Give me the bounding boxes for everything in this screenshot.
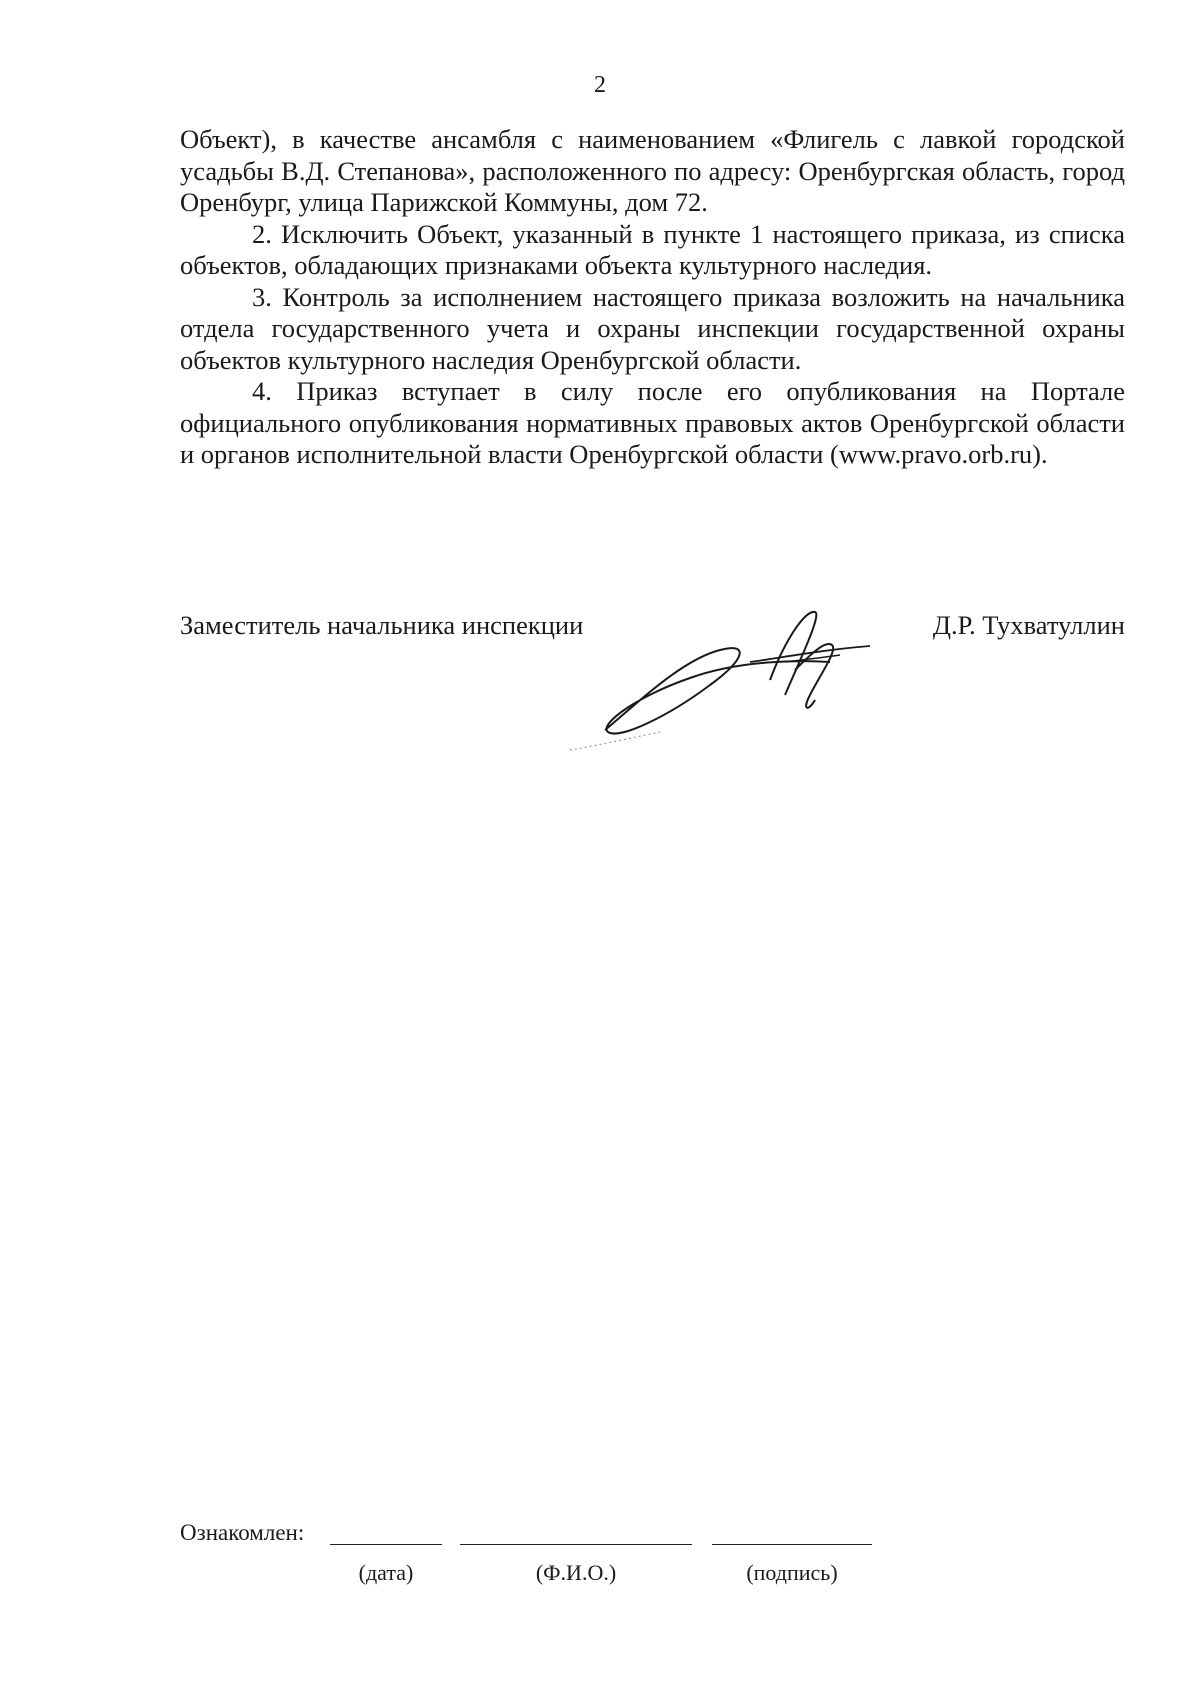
handwritten-signature	[570, 600, 900, 760]
page-number: 2	[594, 72, 606, 98]
acknowledgement-label: Ознакомлен:	[180, 1520, 305, 1545]
paragraph-3: 3. Контроль за исполнением настоящего приказа возложить на начальника отдела государственного учета и охраны инспекции государственной охраны объектов культурного наследия Оренбургской области.	[180, 281, 1125, 375]
signatory-name: Д.Р. Тухватуллин	[932, 610, 1125, 640]
signatory-title: Заместитель начальника инспекции	[180, 610, 584, 640]
paragraph-4: 4. Приказ вступает в силу после его опубликования на Портале официального опубликования нормативных правовых актов Оренбургской области и органов исполнительной власти Оренбургской области (www.pravo.orb.ru).	[180, 376, 1125, 469]
date-caption: (дата)	[358, 1560, 414, 1585]
body-text	[180, 124, 1125, 471]
date-line	[330, 1544, 442, 1545]
signature-line	[712, 1544, 872, 1545]
paragraph-1-continuation: Объект), в качестве ансамбля с наименованием «Флигель с лавкой городской усадьбы В.Д. Степанова», расположенного по адресу: Оренбургская область, город Оренбург, улица Парижской Коммуны, дом 72.	[180, 124, 1125, 217]
signature-caption: (подпись)	[746, 1560, 838, 1585]
paragraph-2: 2. Исключить Объект, указанный в пункте 1 настоящего приказа, из списка объектов, обладающих признаками объекта культурного наследия.	[180, 218, 1125, 280]
name-line	[460, 1544, 692, 1545]
name-caption: (Ф.И.О.)	[535, 1560, 617, 1585]
